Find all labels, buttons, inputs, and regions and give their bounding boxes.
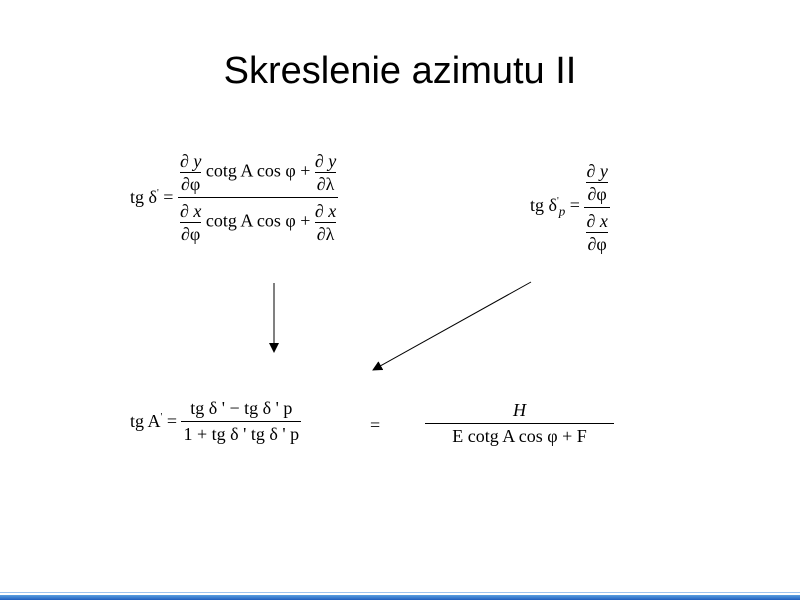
eq1-den-dx2: ∂ x (314, 201, 337, 221)
eq3-rhs-den: E cotg A cos φ + F (452, 426, 587, 446)
eq1-equals: = (163, 187, 174, 207)
eq1-den-dx: ∂ x (179, 201, 202, 221)
equation-tg-A-prime: tg A' = $\frac{\text{tg δ ' − tg δ ' p}}{\text{1 + tg δ ' tg δ ' p}}$ (130, 398, 300, 444)
eq1-prime: ' (156, 188, 159, 199)
eq1-num-mid: cotg A cos φ + (205, 160, 311, 181)
eq1-den-dphi: ∂φ (181, 224, 201, 244)
eq1-num-dphi: ∂φ (181, 174, 201, 194)
eq2-sub: p (558, 203, 566, 219)
eq2-prime: ' (556, 196, 559, 208)
eq3-den: 1 + tg δ ' tg δ ' p (183, 424, 300, 444)
eq3-prime: ' (160, 412, 163, 423)
page-title: Skreslenie azimutu II (223, 50, 577, 92)
eq1-num-dy2: ∂ y (314, 151, 337, 171)
eq3-num: tg δ ' − tg δ ' p (181, 398, 301, 422)
footer-bar (0, 595, 800, 600)
eq2-dy: ∂ y (586, 161, 608, 181)
eq2-dx: ∂ x (586, 211, 608, 231)
footer-line (0, 592, 800, 593)
eq1-lhs: tg δ (130, 187, 157, 207)
eq3-lhs: tg A (130, 411, 161, 431)
eq2-dphi-2: ∂φ (587, 234, 607, 254)
eq1-num-dlambda: ∂λ (316, 174, 335, 194)
eq2-lhs: tg δ (530, 195, 557, 216)
eq1-den-mid: cotg A cos φ + (205, 210, 311, 231)
eq2-dphi-1: ∂φ (587, 184, 607, 204)
diagonal-arrow (373, 282, 531, 370)
eq3-second-equals: = (370, 415, 381, 435)
eq1-den-dlambda: ∂λ (316, 224, 335, 244)
eq2-equals: = (569, 195, 580, 216)
eq3-rhs-num: H (425, 400, 614, 424)
eq1-num-dy: ∂ y (179, 151, 202, 171)
